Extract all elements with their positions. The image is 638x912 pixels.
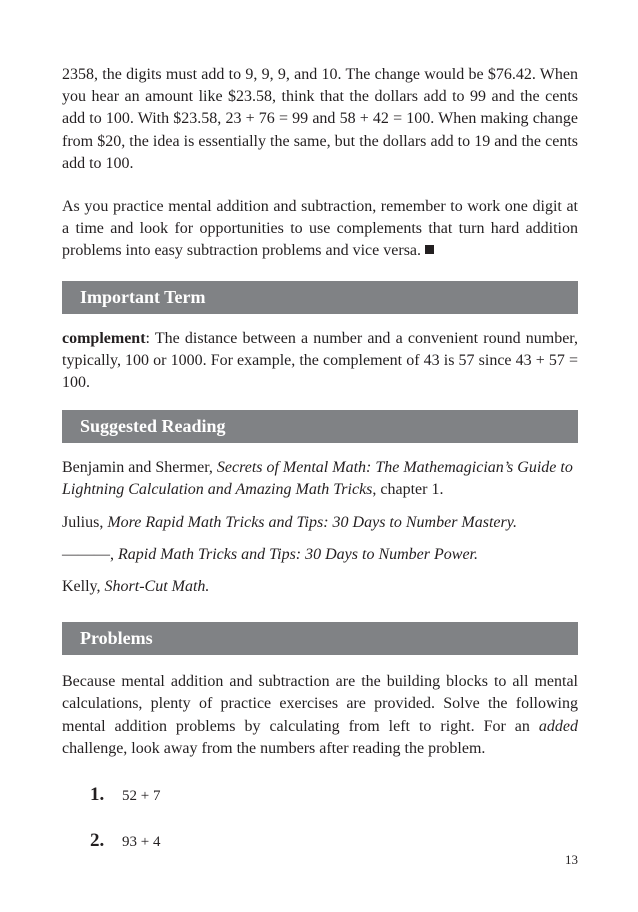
term-definition [62,328,578,395]
problem-number: 1. [90,784,105,806]
end-of-section-square-icon [425,245,434,254]
problem-item [90,784,578,806]
page-number: 13 [565,852,578,867]
term-definition-text: : The distance between a number and a convenient round number, typically, 100 or 1000. For example, the complement of 43 is 57 since 43 + 57 = 100. [62,329,578,392]
problem-expression: 93 + 4 [122,834,161,851]
book-page [62,64,578,852]
suggested-reading-heading: Suggested Reading [62,410,578,443]
problems-intro: Because mental addition and subtraction are the building blocks to all mental calculations, plenty of practice exercises are provided. Solve the following mental addition problems by calculating from left to right. For an added challenge, look away from the numbers after reading the problem. [62,673,578,757]
intro-paragraph: 2358, the digits must add to 9, 9, 9, and 10. The change would be $76.42. When you hear an amount like $23.58, think that the dollars add to 99 and the cents add to 100. With $23.58, 23 + 76 = 99 and 58 + 42 = 100. When making change from $20, the idea is essentially the same, but the dollars add to 19 and the cents add to 100. [62,66,578,172]
reading-list [62,457,578,598]
practice-text: As you practice mental addition and subtraction, remember to work one digit at a time and look for opportunities to use complements that turn hard addition problems into easy subtraction problems and vice versa. [62,198,578,260]
problem-number: 2. [90,830,105,852]
reading-item: Kelly, Short-Cut Math. [62,578,210,596]
problem-expression: 52 + 7 [122,788,161,805]
practice-paragraph [62,196,578,263]
reading-item: ———, Rapid Math Tricks and Tips: 30 Days to Number Power. [62,545,479,563]
reading-item: Julius, More Rapid Math Tricks and Tips: 30 Days to Number Mastery. [62,513,517,531]
problems-heading: Problems [62,622,578,655]
term-word: complement [62,329,146,347]
reading-item: Benjamin and Shermer, Secrets of Mental Math: The Mathemagician’s Guide to Lightning Calculation and Amazing Math Tricks, chapter 1. [62,459,573,499]
important-term-heading: Important Term [62,281,578,314]
problem-item [90,830,578,852]
